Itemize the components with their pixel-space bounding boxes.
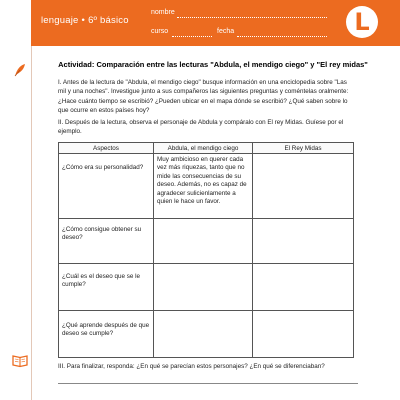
aspect-text: ¿Cuál es el deseo que se le cumple? [62,273,141,289]
aspect-cell [59,311,154,358]
quill-pen-icon [12,62,28,78]
table-header-row [59,143,354,154]
table-row [59,154,354,219]
subject-logo [346,6,378,38]
midas-cell[interactable] [253,264,354,311]
aspect-cell [59,264,154,311]
course-field[interactable] [172,36,212,37]
title-separator: • [81,15,86,26]
grade-label: 6º básico [88,15,129,26]
column-header-abdula: Abdula, el mendigo ciego [154,143,253,154]
abdula-cell[interactable] [154,311,253,358]
activity-title: Actividad: Comparación entre las lecturas "Abdula, el mendigo ciego" y "El rey midas" [58,60,368,69]
abdula-cell[interactable] [154,219,253,264]
section-1-instructions: I. Antes de la lectura de "Abdula, el mendigo ciego" busque información en una enciclopedia sobre "Las mil y una noches". Investigue junto a sus compañeros las siguientes preguntas y coméntelas oralmente: ¿Hace cuánto tiempo se escribió? ¿Pueden ubicar en el mapa dónde se escribió? ¿Qué saben sobre lo que ocurre en estos países hoy? [58,79,349,115]
table-row [59,264,354,311]
date-field[interactable] [237,36,327,37]
subject-label: lenguaje [41,15,79,26]
aspect-text: ¿Cómo era su personalidad? [62,164,144,171]
column-header-midas: El Rey Midas [253,143,354,154]
aspect-text: ¿Cómo consigue obtener su deseo? [62,226,142,242]
answer-line[interactable] [58,383,358,384]
aspect-cell [59,219,154,264]
midas-cell[interactable] [253,311,354,358]
table-row [59,219,354,264]
comparison-table [58,142,354,358]
abdula-cell[interactable] [154,264,253,311]
logo-letter: L [354,8,370,36]
worksheet-header [31,0,400,46]
midas-cell[interactable] [253,219,354,264]
table-row [59,311,354,358]
course-label: curso [151,28,169,35]
subject-title [41,15,129,26]
name-label: nombre [151,9,175,16]
aspect-cell [59,154,154,219]
name-field[interactable] [177,17,327,18]
abdula-cell[interactable]: Muy ambicioso en querer cada vez más riquezas, tanto que no mide las consecuencias de su deseo. Además, no es capaz de agradecer sulicienlamente a quien le hace un favor. [154,154,253,219]
column-header-aspects: Aspectos [59,143,154,154]
aspect-text: ¿Qué aprende después de que deseo se cumple? [62,322,150,338]
section-3-instructions: III. Para finalizar, responda: ¿En qué se parecían estos personajes? ¿En qué se diferenciaban? [58,363,325,370]
section-2-instructions: II. Después de la lectura, observa el personaje de Abdula y compáralo con El rey Midas. Guíese por el ejemplo. [58,119,344,136]
margin-rule [31,0,32,400]
open-book-icon [12,352,28,368]
midas-cell[interactable] [253,154,354,219]
date-label: fecha [217,28,235,35]
